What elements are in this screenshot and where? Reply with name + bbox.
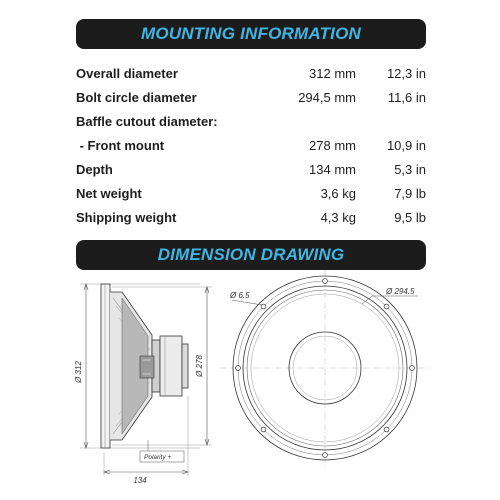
spec-metric: 312 mm [309, 66, 356, 81]
spec-imperial: 10,9 in [386, 138, 426, 153]
spec-label: - Front mount [76, 138, 165, 153]
spec-label: Overall diameter [76, 66, 178, 81]
mounting-info-title: MOUNTING INFORMATION [141, 24, 361, 43]
cutout-diameter-label: Ø 278 [195, 355, 204, 377]
spec-metric: 3,6 kg [320, 186, 356, 201]
speaker-front-view [220, 270, 430, 466]
speaker-side-view [80, 284, 212, 476]
spec-label: Net weight [76, 186, 142, 201]
spec-metric: 294,5 mm [298, 90, 356, 105]
spec-label: Shipping weight [76, 210, 177, 225]
spec-metric: 4,3 kg [320, 210, 356, 225]
spec-imperial: 9,5 lb [394, 210, 426, 225]
spec-label: Depth [76, 162, 113, 177]
bolt-hole-diameter-label: Ø 6.5 [230, 291, 250, 300]
polarity-label: Polarity + [144, 454, 172, 461]
bolt-circle-diameter-label: Ø 294.5 [386, 287, 415, 296]
spec-label: Bolt circle diameter [76, 90, 197, 105]
overall-diameter-label: Ø 312 [74, 361, 83, 383]
spec-metric: 278 mm [309, 138, 356, 153]
spec-imperial: 7,9 lb [394, 186, 426, 201]
dimension-drawing-title: DIMENSION DRAWING [157, 245, 345, 264]
spec-label: Baffle cutout diameter: [76, 114, 218, 129]
spec-imperial: 11,6 in [387, 90, 426, 105]
spec-imperial: 12,3 in [386, 66, 426, 81]
depth-label: 134 [133, 476, 147, 485]
spec-imperial: 5,3 in [394, 162, 426, 177]
spec-metric: 134 mm [309, 162, 356, 177]
